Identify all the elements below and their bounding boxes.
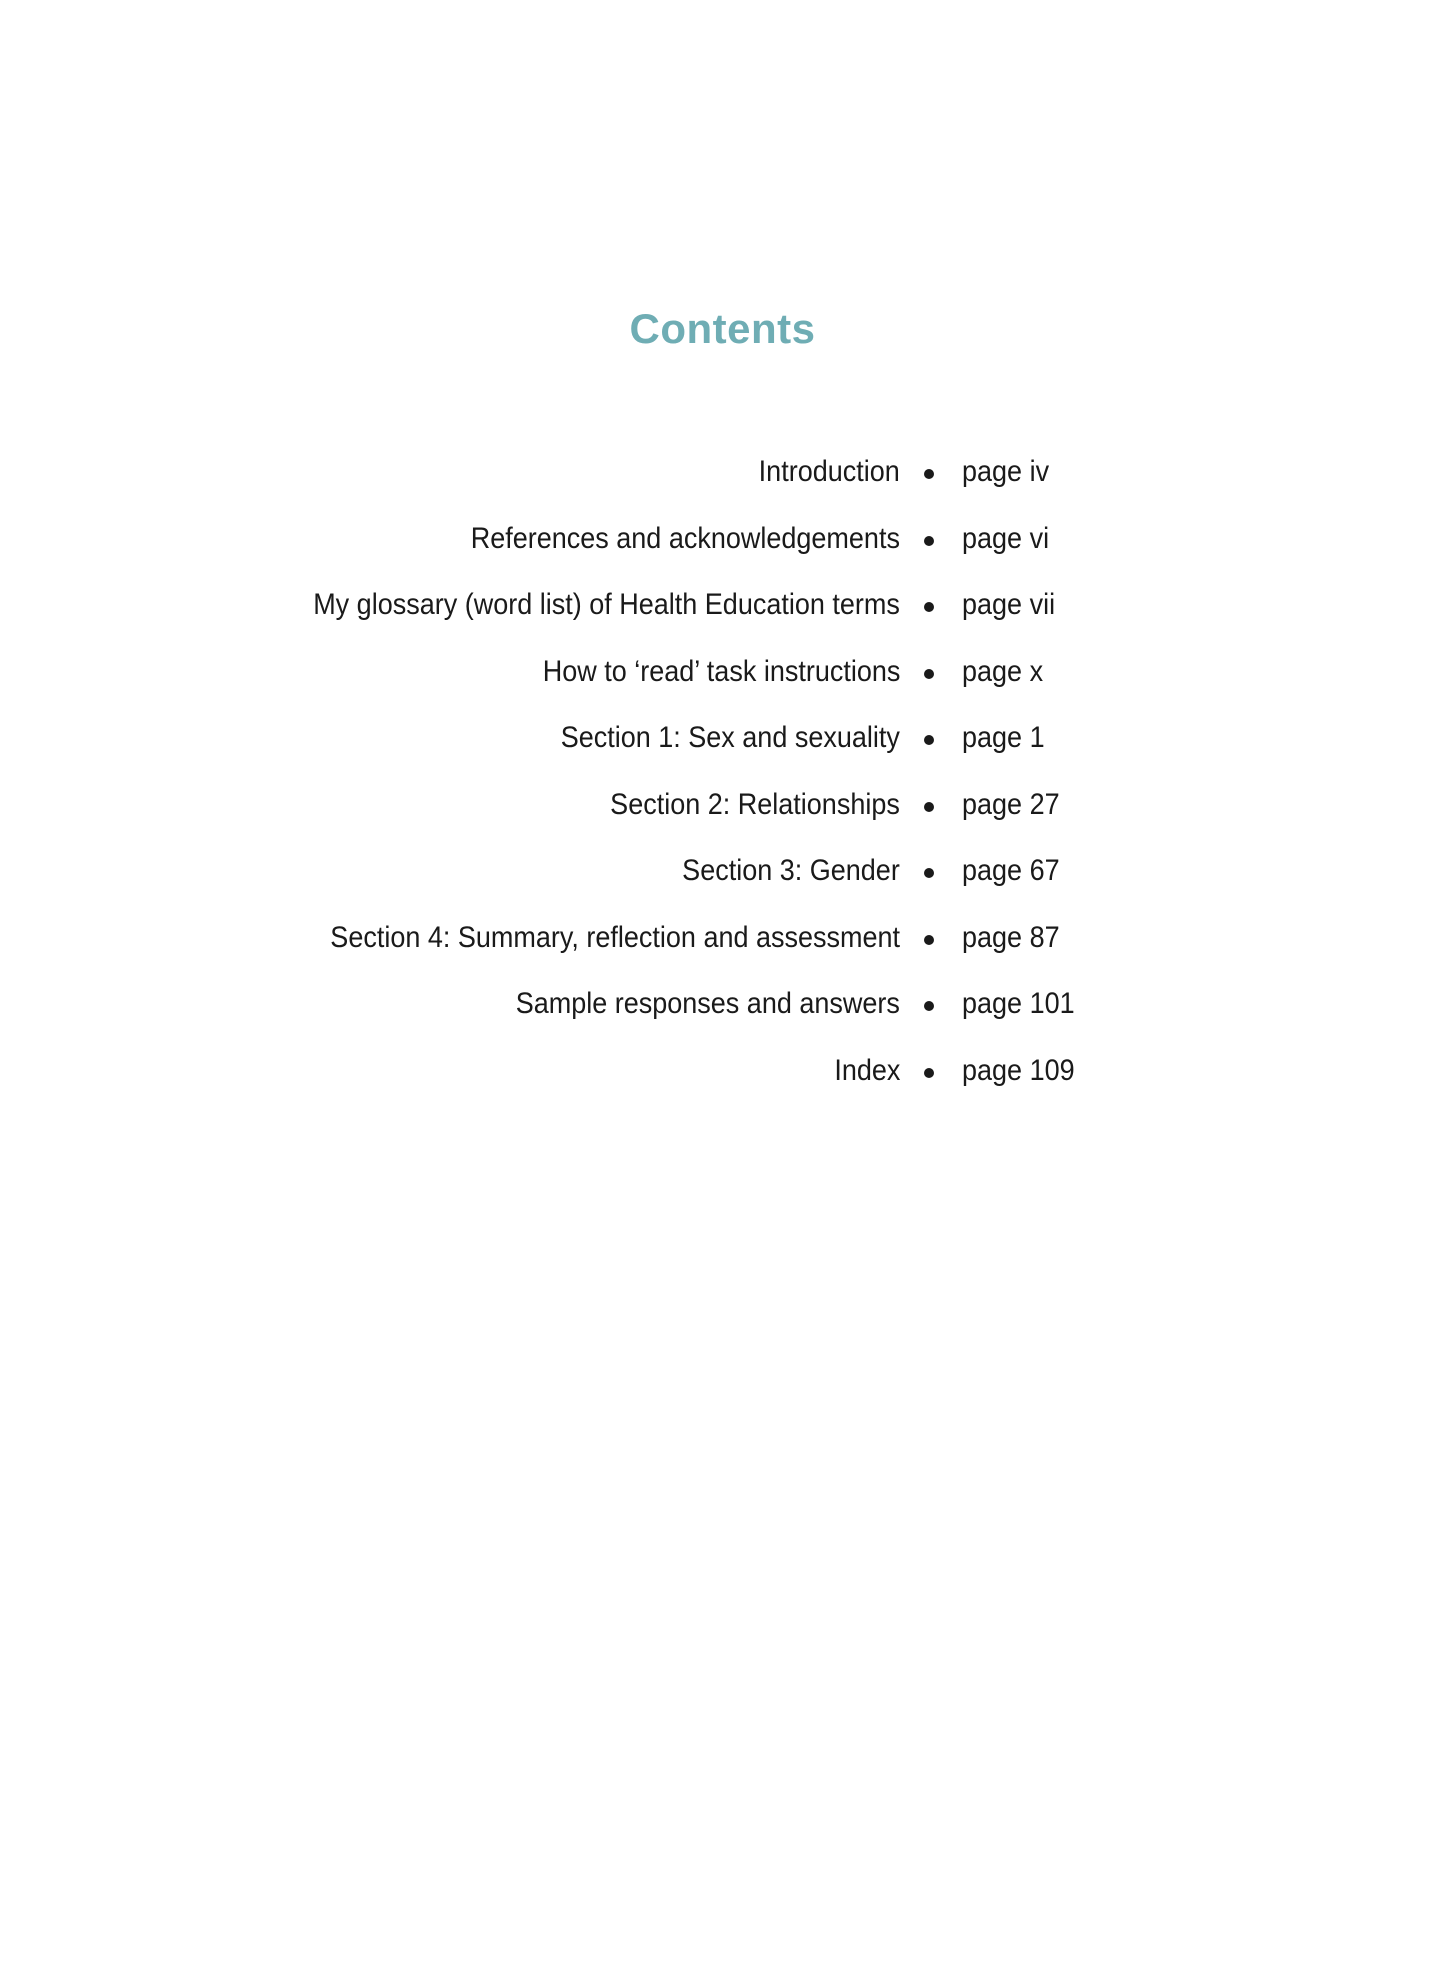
table-of-contents (0, 453, 1445, 1118)
bullet-icon (924, 536, 934, 546)
toc-entry-task-instructions[interactable] (0, 653, 1445, 720)
toc-entry-section-3[interactable] (0, 852, 1445, 919)
bullet-icon (924, 469, 934, 479)
toc-entry-page: page vii (962, 588, 1056, 621)
toc-entry-page: page 27 (962, 787, 1060, 821)
toc-entry-introduction[interactable] (0, 453, 1445, 520)
toc-entry-glossary[interactable] (0, 586, 1445, 653)
toc-entry-section-2[interactable] (0, 786, 1445, 853)
toc-entry-label: Index (833, 1053, 900, 1087)
bullet-icon (924, 1001, 934, 1011)
toc-entry-page: page vi (962, 521, 1050, 555)
bullet-icon (924, 602, 934, 612)
bullet-icon (924, 802, 934, 812)
toc-entry-label: Section 3: Gender (682, 854, 900, 887)
toc-entry-sample-responses[interactable] (0, 985, 1445, 1052)
toc-entry-section-4[interactable] (0, 919, 1445, 986)
toc-entry-page: page 109 (962, 1053, 1075, 1087)
toc-entry-label: My glossary (word list) of Health Education terms (313, 588, 900, 621)
bullet-icon (924, 1068, 934, 1078)
toc-entry-label: Sample responses and answers (515, 987, 900, 1020)
toc-entry-label: Section 4: Summary, reflection and assessment (330, 920, 900, 954)
toc-entry-label: Section 1: Sex and sexuality (560, 721, 900, 754)
toc-entry-page: page 101 (962, 987, 1075, 1020)
bullet-icon (924, 735, 934, 745)
bullet-icon (924, 669, 934, 679)
toc-entry-label: Section 2: Relationships (610, 787, 900, 821)
toc-entry-page: page 67 (962, 854, 1060, 887)
bullet-icon (924, 935, 934, 945)
toc-entry-page: page 1 (962, 721, 1045, 754)
toc-entry-references[interactable] (0, 520, 1445, 587)
page-title: Contents (629, 305, 816, 352)
toc-entry-index[interactable] (0, 1052, 1445, 1119)
toc-entry-page: page iv (962, 455, 1050, 488)
toc-entry-page: page 87 (962, 920, 1060, 954)
toc-entry-section-1[interactable] (0, 719, 1445, 786)
bullet-icon (924, 868, 934, 878)
toc-entry-page: page x (962, 654, 1044, 688)
toc-entry-label: References and acknowledgements (470, 521, 900, 555)
toc-entry-label: Introduction (758, 455, 900, 488)
toc-entry-label: How to ‘read’ task instructions (542, 654, 900, 688)
